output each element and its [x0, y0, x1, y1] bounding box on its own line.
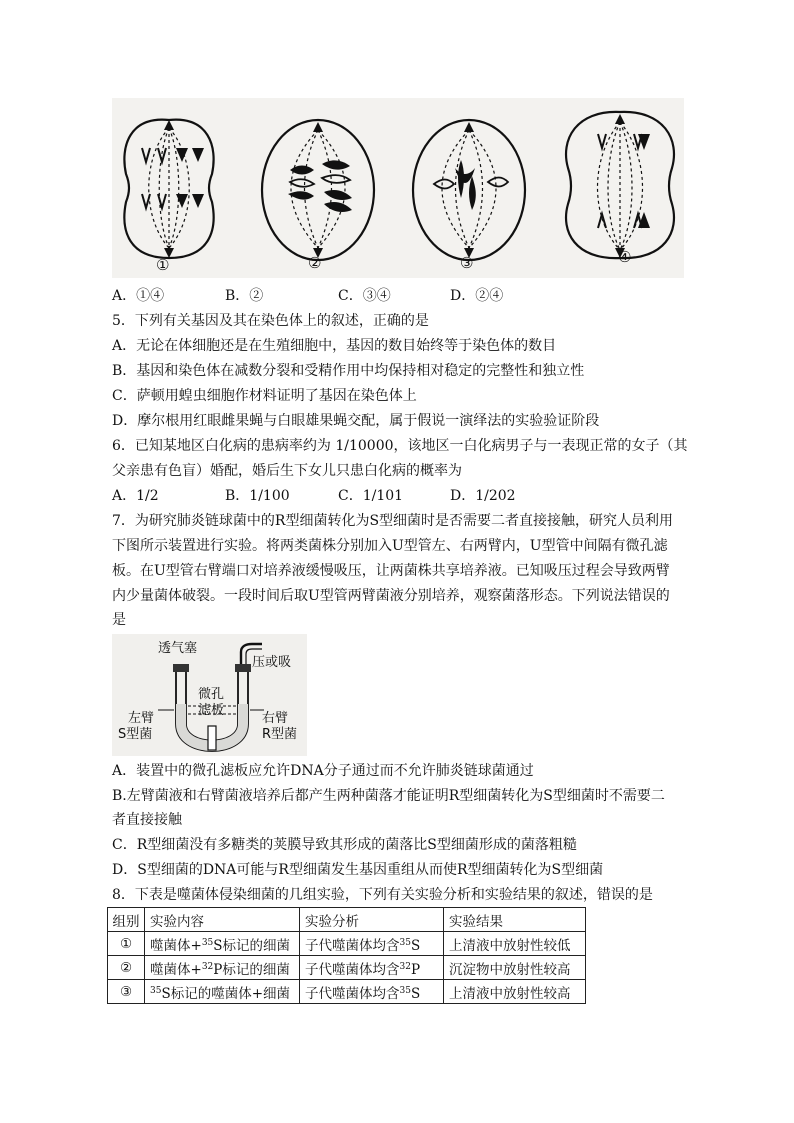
- row-group: ①: [108, 932, 145, 956]
- header-content: 实验内容: [145, 908, 300, 932]
- q5-option-c: C．萨顿用蝗虫细胞作材料证明了基因在染色体上: [112, 388, 417, 404]
- header-analysis: 实验分析: [300, 908, 444, 932]
- q4-option-a: A．①④: [112, 288, 165, 304]
- q7-stem-line-4: 内少量菌体破裂。一段时间后取U型管两臂菌液分别培养，观察菌落形态。下列说法错误的: [112, 588, 670, 604]
- cell-label-4: ④: [618, 248, 632, 266]
- u-tube-filter-label-1: 微孔: [198, 687, 225, 702]
- table-row: [108, 932, 586, 956]
- cell-label-1: ①: [156, 256, 170, 274]
- row-group: ③: [108, 980, 145, 1004]
- q5-option-b: B．基因和染色体在减数分裂和受精作用中均保持相对稳定的完整性和独立性: [112, 363, 585, 379]
- row-content: $^{35}$S标记的噬菌体+细菌: [145, 980, 300, 1004]
- q5-stem: 5．下列有关基因及其在染色体上的叙述，正确的是: [112, 313, 429, 329]
- header-result: 实验结果: [444, 908, 586, 932]
- q4-option-c: C．③④: [338, 288, 391, 304]
- q7-option-b-line-2: 者直接接触: [112, 812, 182, 828]
- q7-stem-line-2: 下图所示装置进行实验。将两类菌株分别加入U型管左、右两臂内，U型管中间隔有微孔滤: [112, 538, 668, 554]
- row-analysis: 子代噬菌体均含$^{32}$P: [300, 956, 444, 980]
- q6-stem-line-2: 父亲患有色盲）婚配，婚后生下女儿只患白化病的概率为: [112, 463, 462, 479]
- q7-stem-line-3: 板。在U型管右臂端口对培养液缓慢吸压，让两菌株共享培养液。已知吸压过程会导致两臂: [112, 563, 670, 579]
- u-tube-right-arm-label-2: R型菌: [262, 727, 298, 742]
- row-analysis: 子代噬菌体均含$^{35}$S: [300, 980, 444, 1004]
- q7-stem-line-5: 是: [112, 612, 126, 628]
- row-result: 上清液中放射性较高: [444, 980, 586, 1004]
- q6-stem-line-1: 6．已知某地区白化病的患病率约为 1/10000，该地区一白化病男子与一表现正常的女子（其: [112, 438, 688, 454]
- q7-option-a: A．装置中的微孔滤板应允许DNA分子通过而不允许肺炎链球菌通过: [112, 763, 534, 779]
- cell-division-figure: [112, 98, 684, 278]
- table-row: [108, 956, 586, 980]
- cell-label-2: ②: [308, 254, 322, 272]
- q4-option-d: D．②④: [450, 288, 504, 304]
- cell-label-3: ③: [460, 254, 474, 272]
- q5-option-d: D．摩尔根用红眼雌果蝇与白眼雄果蝇交配，属于假说一演绎法的实验验证阶段: [112, 413, 600, 429]
- u-tube-filter-label-2: 滤板: [198, 703, 225, 718]
- q6-option-c: C．1/101: [338, 488, 404, 504]
- row-content: 噬菌体+$^{35}$S标记的细菌: [145, 932, 300, 956]
- table-header-row: [108, 908, 586, 932]
- u-tube-cap-right-label: 压或吸: [252, 655, 292, 670]
- q5-option-a: A．无论在体细胞还是在生殖细胞中，基因的数目始终等于染色体的数目: [112, 338, 557, 354]
- u-tube-left-arm-label-2: S型菌: [118, 727, 153, 742]
- q6-option-d: D．1/202: [450, 488, 516, 504]
- u-tube-figure: [112, 634, 307, 756]
- row-result: 上清液中放射性较低: [444, 932, 586, 956]
- cell-division-drawing: [112, 98, 684, 278]
- q8-stem: 8．下表是噬菌体侵染细菌的几组实验，下列有关实验分析和实验结果的叙述，错误的是: [112, 887, 653, 903]
- q7-stem-line-1: 7．为研究肺炎链球菌中的R型细菌转化为S型细菌时是否需要二者直接接触，研究人员利用: [112, 513, 674, 529]
- u-tube-right-arm-label-1: 右臂: [262, 711, 289, 726]
- q7-option-b-line-1: B.左臂菌液和右臂菌液培养后都产生两种菌落才能证明R型细菌转化为S型细菌时不需要二: [112, 788, 665, 804]
- q7-option-c: C．R型细菌没有多糖类的荚膜导致其形成的菌落比S型细菌形成的菌落粗糙: [112, 837, 577, 853]
- q6-option-b: B．1/100: [225, 488, 290, 504]
- row-content: 噬菌体+$^{32}$P标记的细菌: [145, 956, 300, 980]
- u-tube-cap-left-label: 透气塞: [158, 641, 198, 656]
- table-row: [108, 980, 586, 1004]
- row-group: ②: [108, 956, 145, 980]
- q4-option-b: B．②: [225, 288, 264, 304]
- q6-option-a: A．1/2: [112, 488, 159, 504]
- u-tube-left-arm-label-1: 左臂: [128, 711, 155, 726]
- q7-option-d: D．S型细菌的DNA可能与R型细菌发生基因重组从而使R型细菌转化为S型细菌: [112, 862, 604, 878]
- phage-experiment-table: [107, 907, 586, 1004]
- header-group: 组别: [108, 908, 145, 932]
- row-analysis: 子代噬菌体均含$^{35}$S: [300, 932, 444, 956]
- row-result: 沉淀物中放射性较高: [444, 956, 586, 980]
